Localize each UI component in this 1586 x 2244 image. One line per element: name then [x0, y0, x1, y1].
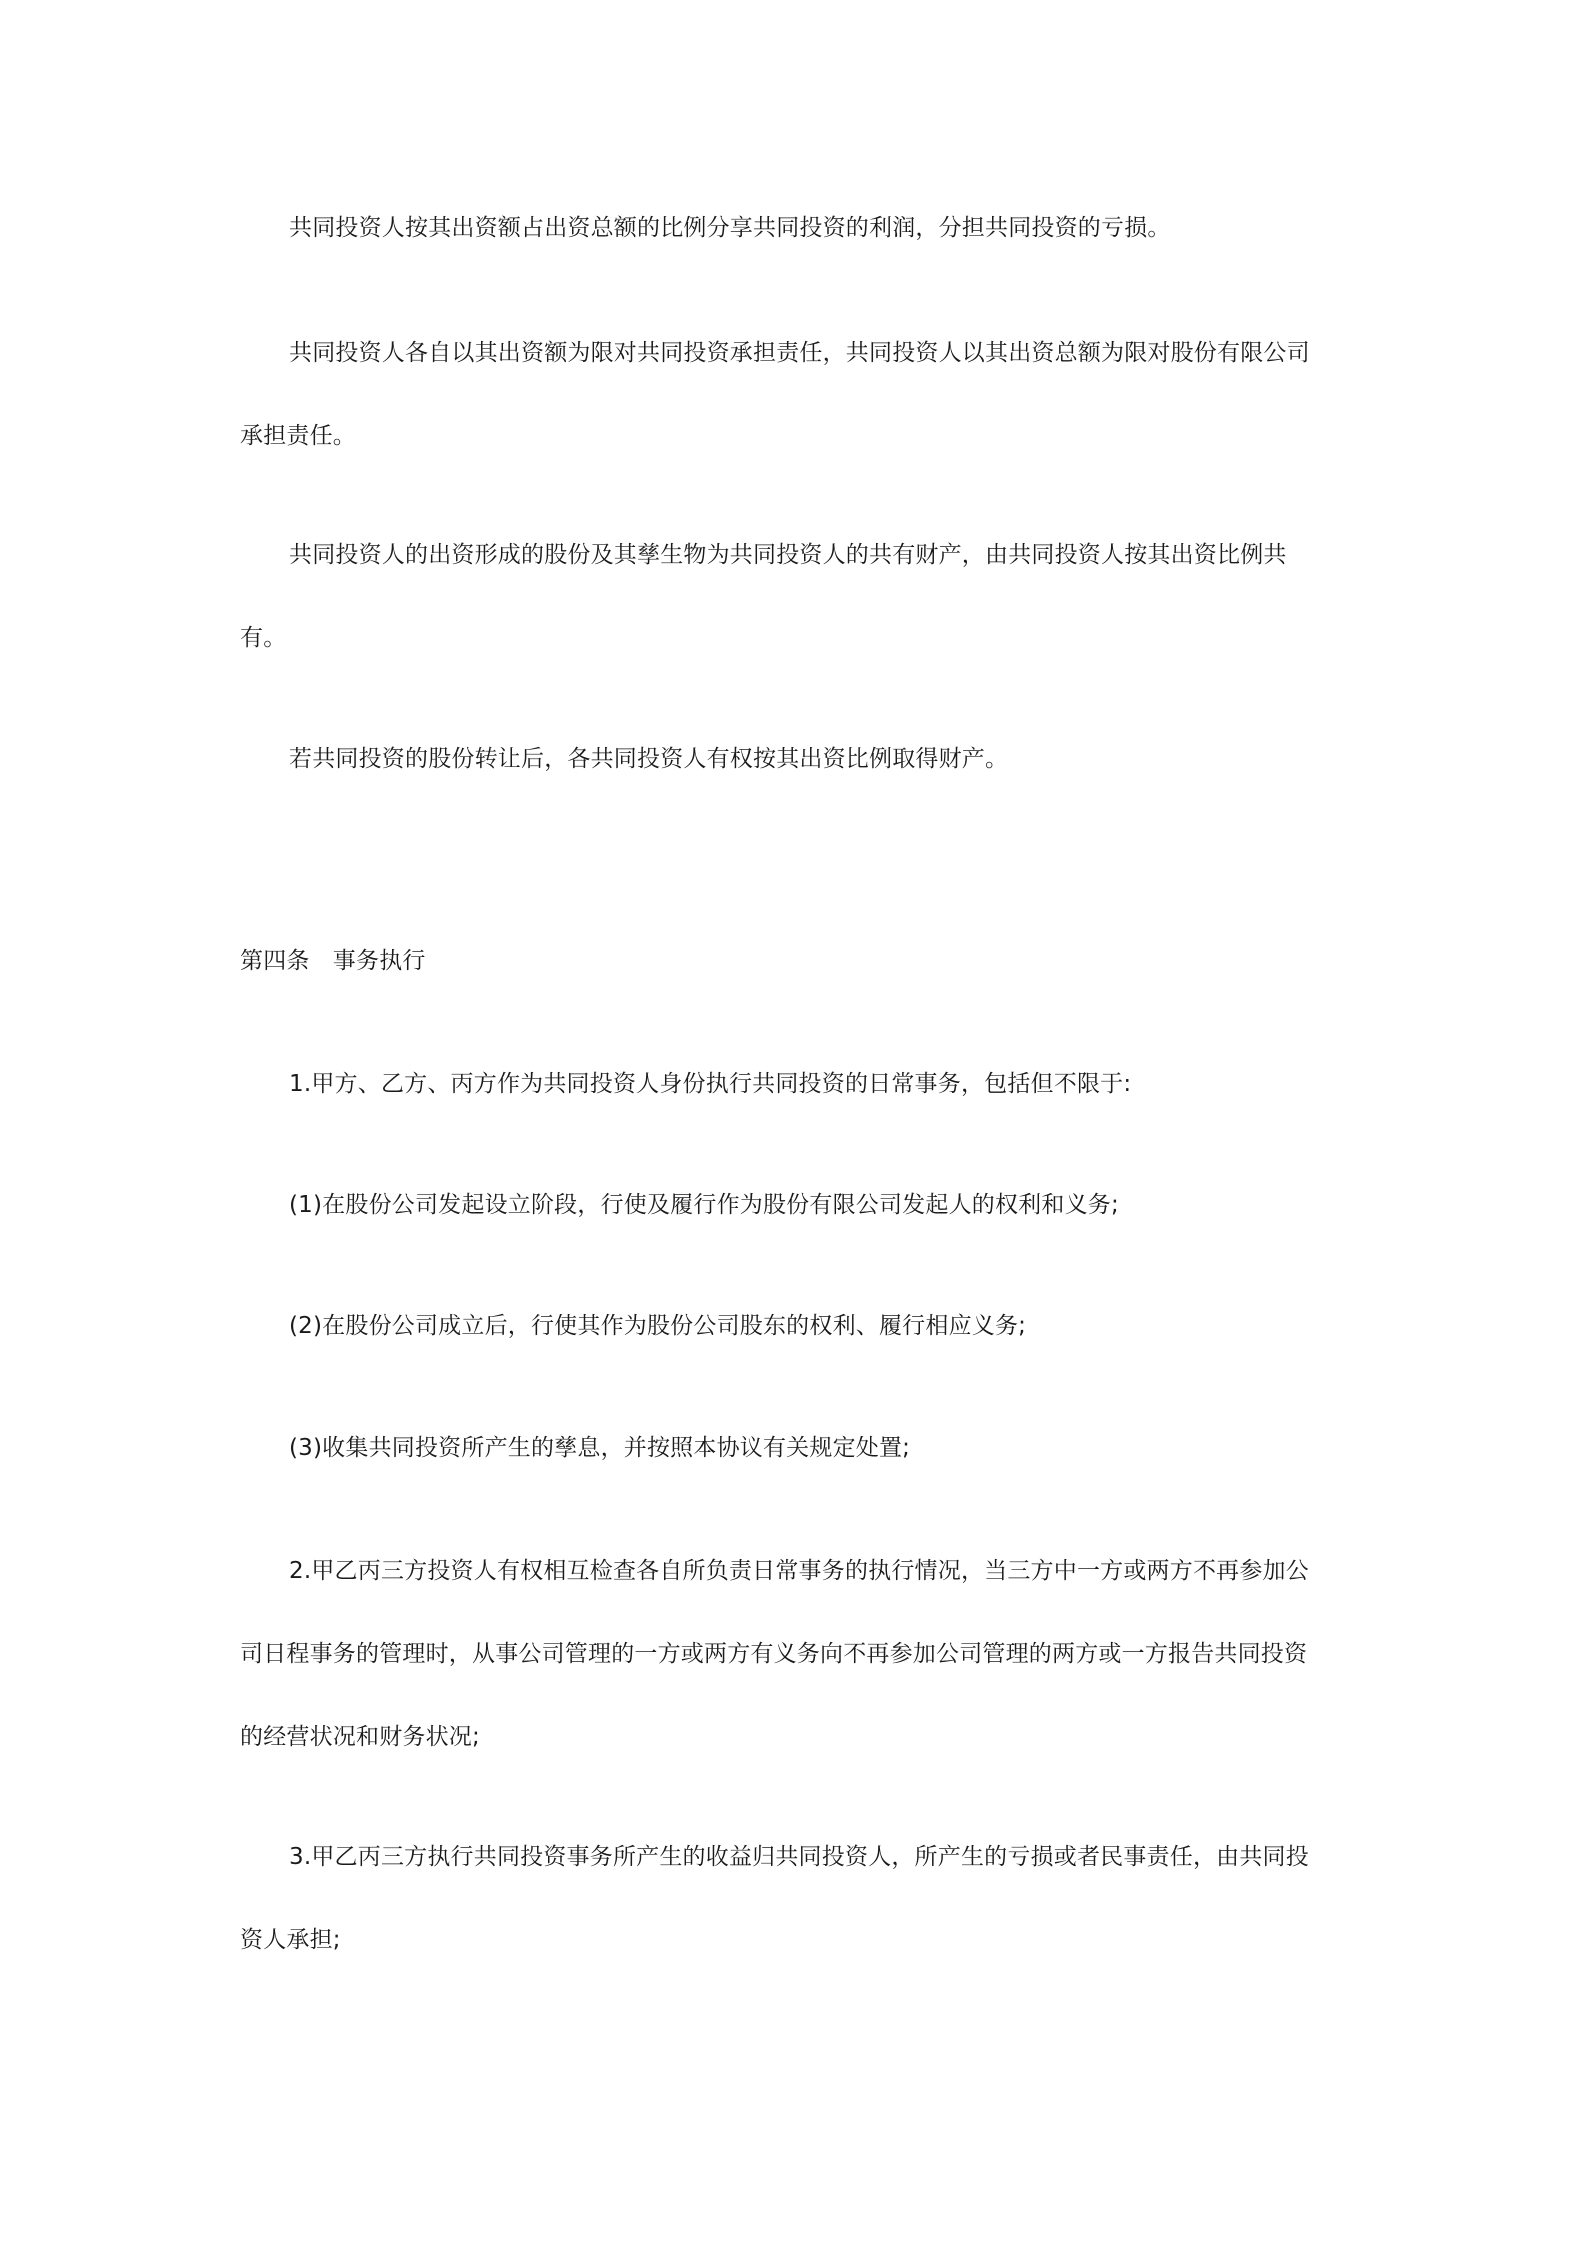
item-1-sub-1: (1)在股份公司发起设立阶段，行使及履行作为股份有限公司发起人的权利和义务; — [289, 1192, 1119, 1218]
paragraph-joint-property-line-1: 共同投资人的出资形成的股份及其孳生物为共同投资人的共有财产，由共同投资人按其出资比例共 — [289, 542, 1287, 568]
paragraph-share-transfer: 若共同投资的股份转让后，各共同投资人有权按其出资比例取得财产。 — [289, 746, 1009, 772]
paragraph-liability-line-1: 共同投资人各自以其出资额为限对共同投资承担责任，共同投资人以其出资总额为限对股份有限公司 — [289, 340, 1310, 366]
item-3-line-2: 资人承担; — [240, 1927, 341, 1953]
item-2-line-1: 2.甲乙丙三方投资人有权相互检查各自所负责日常事务的执行情况，当三方中一方或两方不再参加公 — [289, 1558, 1309, 1584]
article-heading: 第四条 事务执行 — [240, 948, 426, 974]
item-1-sub-3: (3)收集共同投资所产生的孳息，并按照本协议有关规定处置; — [289, 1435, 911, 1461]
item-2-line-3: 的经营状况和财务状况; — [240, 1724, 480, 1750]
item-3-line-1: 3.甲乙丙三方执行共同投资事务所产生的收益归共同投资人，所产生的亏损或者民事责任，由共同投 — [289, 1844, 1309, 1870]
paragraph-profit-sharing: 共同投资人按其出资额占出资总额的比例分享共同投资的利润，分担共同投资的亏损。 — [289, 215, 1171, 241]
paragraph-liability-line-2: 承担责任。 — [240, 423, 356, 449]
item-1-daily-affairs: 1.甲方、乙方、丙方作为共同投资人身份执行共同投资的日常事务，包括但不限于: — [289, 1071, 1132, 1097]
item-2-line-2: 司日程事务的管理时，从事公司管理的一方或两方有义务向不再参加公司管理的两方或一方报告共同投资 — [240, 1641, 1308, 1667]
item-1-sub-2: (2)在股份公司成立后，行使其作为股份公司股东的权利、履行相应义务; — [289, 1313, 1027, 1339]
paragraph-joint-property-line-2: 有。 — [240, 625, 287, 651]
